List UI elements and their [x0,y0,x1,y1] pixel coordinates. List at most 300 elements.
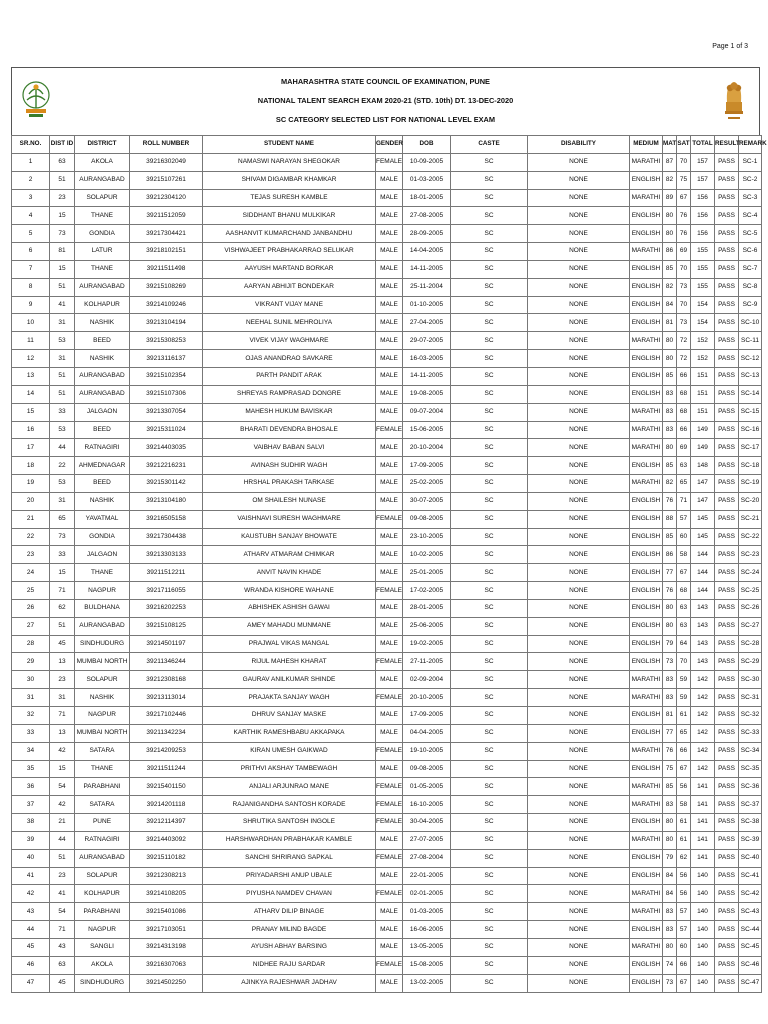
cell-mat: 76 [663,582,677,600]
cell-disability: NONE [528,814,630,832]
cell-disability: NONE [528,724,630,742]
cell-caste: SC [451,635,528,653]
cell-dob: 25-01-2005 [403,564,451,582]
cell-dob: 27-07-2005 [403,831,451,849]
cell-remark: SC-42 [739,885,762,903]
table-row [12,332,762,350]
cell-district: NASHIK [75,689,130,707]
cell-gender: FEMALE [376,796,403,814]
cell-sat: 60 [677,528,691,546]
cell-total: 141 [691,814,715,832]
cell-caste: SC [451,350,528,368]
cell-sr-no: 34 [12,742,50,760]
cell-dob: 04-04-2005 [403,724,451,742]
cell-gender: FEMALE [376,742,403,760]
cell-sat: 73 [677,278,691,296]
cell-caste: SC [451,778,528,796]
table-row [12,171,762,189]
cell-sr-no: 32 [12,707,50,725]
cell-remark: SC-17 [739,439,762,457]
cell-dist-id: 41 [50,296,75,314]
cell-medium: ENGLISH [630,492,663,510]
column-header-total: TOTAL [691,136,715,154]
table-row [12,617,762,635]
cell-sat: 63 [677,617,691,635]
cell-dob: 01-05-2005 [403,778,451,796]
cell-total: 142 [691,760,715,778]
table-row [12,421,762,439]
cell-student-name: AVINASH SUDHIR WAGH [203,457,376,475]
cell-roll-number: 39216505158 [130,510,203,528]
table-row [12,885,762,903]
cell-district: KOLHAPUR [75,296,130,314]
cell-dob: 19-10-2005 [403,742,451,760]
cell-roll-number: 39214108205 [130,885,203,903]
cell-total: 142 [691,707,715,725]
cell-remark: SC-23 [739,546,762,564]
cell-disability: NONE [528,332,630,350]
cell-student-name: ANVIT NAVIN KHADE [203,564,376,582]
cell-disability: NONE [528,314,630,332]
cell-disability: NONE [528,689,630,707]
cell-result: PASS [715,831,739,849]
table-row [12,956,762,974]
cell-district: RATNAGIRI [75,439,130,457]
table-row [12,225,762,243]
column-header-sr-no: SR.NO. [12,136,50,154]
cell-remark: SC-28 [739,635,762,653]
cell-student-name: KARTHIK RAMESHBABU AKKAPAKA [203,724,376,742]
cell-result: PASS [715,546,739,564]
cell-district: AURANGABAD [75,367,130,385]
cell-disability: NONE [528,403,630,421]
cell-caste: SC [451,831,528,849]
cell-result: PASS [715,814,739,832]
table-row [12,457,762,475]
cell-result: PASS [715,885,739,903]
cell-student-name: SHRUTIKA SANTOSH INGOLE [203,814,376,832]
cell-gender: MALE [376,278,403,296]
cell-student-name: NEEHAL SUNIL MEHROLIYA [203,314,376,332]
cell-result: PASS [715,974,739,992]
cell-sat: 76 [677,225,691,243]
cell-remark: SC-20 [739,492,762,510]
cell-mat: 81 [663,314,677,332]
cell-gender: MALE [376,332,403,350]
cell-result: PASS [715,207,739,225]
cell-sat: 59 [677,689,691,707]
cell-dob: 01-03-2005 [403,171,451,189]
cell-mat: 85 [663,528,677,546]
cell-district: NASHIK [75,350,130,368]
cell-disability: NONE [528,546,630,564]
cell-caste: SC [451,814,528,832]
cell-total: 156 [691,207,715,225]
cell-roll-number: 39212308168 [130,671,203,689]
cell-mat: 83 [663,403,677,421]
cell-disability: NONE [528,617,630,635]
cell-student-name: OJAS ANANDRAO SAVKARE [203,350,376,368]
cell-sr-no: 25 [12,582,50,600]
cell-district: LATUR [75,243,130,261]
cell-dist-id: 42 [50,742,75,760]
cell-district: AURANGABAD [75,617,130,635]
cell-district: PARABHANI [75,903,130,921]
cell-disability: NONE [528,475,630,493]
cell-sr-no: 16 [12,421,50,439]
cell-dob: 17-09-2005 [403,457,451,475]
cell-dob: 20-10-2005 [403,689,451,707]
table-row [12,903,762,921]
cell-mat: 84 [663,867,677,885]
cell-sat: 61 [677,707,691,725]
cell-sr-no: 33 [12,724,50,742]
cell-mat: 85 [663,778,677,796]
table-row [12,296,762,314]
cell-student-name: ATHARV DILIP BINAGE [203,903,376,921]
cell-dist-id: 43 [50,938,75,956]
cell-mat: 80 [663,938,677,956]
cell-student-name: NAMASWI NARAYAN SHEGOKAR [203,153,376,171]
table-row [12,796,762,814]
cell-dob: 30-07-2005 [403,492,451,510]
cell-roll-number: 39211511498 [130,260,203,278]
cell-student-name: VAIBHAV BABAN SALVI [203,439,376,457]
cell-dist-id: 53 [50,475,75,493]
cell-total: 144 [691,564,715,582]
table-row [12,938,762,956]
cell-total: 155 [691,260,715,278]
cell-total: 143 [691,635,715,653]
cell-sat: 76 [677,207,691,225]
cell-roll-number: 39212308213 [130,867,203,885]
cell-caste: SC [451,528,528,546]
cell-total: 148 [691,457,715,475]
cell-district: BEED [75,421,130,439]
cell-result: PASS [715,475,739,493]
cell-roll-number: 39212304120 [130,189,203,207]
cell-total: 145 [691,510,715,528]
cell-disability: NONE [528,243,630,261]
column-header-caste: CASTE [451,136,528,154]
cell-student-name: GAURAV ANILKUMAR SHINDE [203,671,376,689]
cell-student-name: ABHISHEK ASHISH GAWAI [203,599,376,617]
cell-medium: ENGLISH [630,528,663,546]
cell-dob: 25-02-2005 [403,475,451,493]
cell-total: 154 [691,314,715,332]
cell-mat: 86 [663,243,677,261]
cell-roll-number: 39215110182 [130,849,203,867]
cell-remark: SC-6 [739,243,762,261]
cell-remark: SC-41 [739,867,762,885]
cell-gender: MALE [376,528,403,546]
cell-total: 140 [691,903,715,921]
cell-result: PASS [715,582,739,600]
cell-mat: 79 [663,635,677,653]
page-number: Page 1 of 3 [712,43,748,50]
cell-medium: ENGLISH [630,707,663,725]
cell-disability: NONE [528,492,630,510]
cell-dist-id: 45 [50,635,75,653]
cell-total: 140 [691,921,715,939]
cell-dist-id: 51 [50,367,75,385]
cell-dist-id: 54 [50,903,75,921]
cell-roll-number: 39211511244 [130,760,203,778]
cell-gender: FEMALE [376,153,403,171]
cell-dob: 25-06-2005 [403,617,451,635]
council-title: MAHARASHTRA STATE COUNCIL OF EXAMINATION, PUNE [281,77,490,86]
cell-caste: SC [451,760,528,778]
cell-dist-id: 31 [50,314,75,332]
cell-sat: 57 [677,903,691,921]
cell-caste: SC [451,867,528,885]
cell-disability: NONE [528,189,630,207]
cell-roll-number: 39213104194 [130,314,203,332]
cell-sat: 69 [677,439,691,457]
cell-sr-no: 18 [12,457,50,475]
cell-mat: 83 [663,671,677,689]
cell-roll-number: 39215311024 [130,421,203,439]
cell-district: PARABHANI [75,778,130,796]
cell-gender: MALE [376,260,403,278]
cell-sat: 56 [677,885,691,903]
cell-sr-no: 15 [12,403,50,421]
cell-result: PASS [715,510,739,528]
cell-sat: 71 [677,492,691,510]
cell-medium: MARATHI [630,689,663,707]
column-header-dist-id: DIST ID [50,136,75,154]
table-row [12,350,762,368]
cell-caste: SC [451,457,528,475]
cell-dist-id: 13 [50,653,75,671]
cell-sat: 65 [677,475,691,493]
cell-sr-no: 45 [12,938,50,956]
cell-sat: 73 [677,314,691,332]
table-row [12,831,762,849]
cell-sr-no: 4 [12,207,50,225]
cell-student-name: AYUSH ABHAY BARSING [203,938,376,956]
cell-remark: SC-16 [739,421,762,439]
cell-medium: ENGLISH [630,207,663,225]
cell-caste: SC [451,599,528,617]
cell-total: 149 [691,439,715,457]
cell-sat: 72 [677,332,691,350]
table-row [12,260,762,278]
cell-caste: SC [451,385,528,403]
cell-remark: SC-8 [739,278,762,296]
cell-result: PASS [715,332,739,350]
cell-result: PASS [715,492,739,510]
cell-dob: 17-09-2005 [403,707,451,725]
cell-medium: MARATHI [630,796,663,814]
cell-remark: SC-35 [739,760,762,778]
cell-result: PASS [715,278,739,296]
cell-disability: NONE [528,385,630,403]
cell-remark: SC-33 [739,724,762,742]
cell-mat: 80 [663,332,677,350]
cell-sat: 68 [677,403,691,421]
cell-gender: MALE [376,207,403,225]
cell-result: PASS [715,599,739,617]
cell-mat: 75 [663,760,677,778]
cell-roll-number: 39216307063 [130,956,203,974]
cell-mat: 80 [663,225,677,243]
cell-medium: ENGLISH [630,457,663,475]
cell-medium: ENGLISH [630,546,663,564]
cell-remark: SC-32 [739,707,762,725]
cell-caste: SC [451,243,528,261]
cell-gender: MALE [376,867,403,885]
cell-sr-no: 12 [12,350,50,368]
table-row [12,778,762,796]
column-header-gender: GENDER [376,136,403,154]
cell-caste: SC [451,671,528,689]
cell-dob: 02-09-2004 [403,671,451,689]
cell-sr-no: 6 [12,243,50,261]
cell-mat: 88 [663,510,677,528]
cell-student-name: AMEY MAHADU MUNMANE [203,617,376,635]
cell-dist-id: 15 [50,207,75,225]
cell-remark: SC-47 [739,974,762,992]
cell-gender: MALE [376,724,403,742]
cell-total: 143 [691,653,715,671]
cell-sr-no: 26 [12,599,50,617]
cell-roll-number: 39211512211 [130,564,203,582]
cell-dist-id: 31 [50,350,75,368]
cell-student-name: ANJALI ARJUNRAO MANE [203,778,376,796]
cell-disability: NONE [528,260,630,278]
table-row [12,582,762,600]
cell-sat: 64 [677,635,691,653]
cell-remark: SC-31 [739,689,762,707]
cell-disability: NONE [528,671,630,689]
cell-sat: 70 [677,296,691,314]
table-row [12,546,762,564]
cell-dist-id: 54 [50,778,75,796]
cell-remark: SC-38 [739,814,762,832]
cell-mat: 80 [663,831,677,849]
cell-district: GONDIA [75,225,130,243]
cell-dob: 16-03-2005 [403,350,451,368]
cell-student-name: DHRUV SANJAY MASKE [203,707,376,725]
cell-medium: MARATHI [630,778,663,796]
cell-disability: NONE [528,921,630,939]
cell-dist-id: 23 [50,867,75,885]
cell-result: PASS [715,617,739,635]
cell-gender: MALE [376,760,403,778]
cell-medium: MARATHI [630,332,663,350]
cell-disability: NONE [528,421,630,439]
cell-sat: 59 [677,671,691,689]
cell-total: 140 [691,867,715,885]
cell-student-name: MAHESH HUKUM BAVISKAR [203,403,376,421]
cell-student-name: RAJANIGANDHA SANTOSH KORADE [203,796,376,814]
cell-sat: 69 [677,243,691,261]
cell-result: PASS [715,421,739,439]
cell-mat: 83 [663,421,677,439]
cell-dist-id: 71 [50,707,75,725]
cell-medium: ENGLISH [630,350,663,368]
cell-disability: NONE [528,867,630,885]
table-row [12,707,762,725]
cell-district: PUNE [75,814,130,832]
cell-district: NASHIK [75,314,130,332]
cell-district: AURANGABAD [75,171,130,189]
cell-dist-id: 71 [50,582,75,600]
cell-sr-no: 9 [12,296,50,314]
cell-roll-number: 39214109246 [130,296,203,314]
cell-caste: SC [451,278,528,296]
cell-result: PASS [715,653,739,671]
cell-mat: 80 [663,617,677,635]
cell-total: 147 [691,492,715,510]
table-row [12,153,762,171]
cell-dist-id: 15 [50,760,75,778]
cell-mat: 73 [663,653,677,671]
cell-total: 141 [691,778,715,796]
cell-result: PASS [715,867,739,885]
cell-gender: FEMALE [376,582,403,600]
cell-mat: 80 [663,439,677,457]
cell-sr-no: 14 [12,385,50,403]
cell-disability: NONE [528,599,630,617]
cell-student-name: HRSHAL PRAKASH TARKASE [203,475,376,493]
cell-disability: NONE [528,760,630,778]
cell-remark: SC-4 [739,207,762,225]
cell-dob: 01-03-2005 [403,903,451,921]
cell-medium: MARATHI [630,831,663,849]
cell-sat: 67 [677,189,691,207]
cell-sat: 58 [677,546,691,564]
cell-student-name: PRITHVI AKSHAY TAMBEWAGH [203,760,376,778]
cell-sr-no: 8 [12,278,50,296]
cell-result: PASS [715,153,739,171]
cell-dob: 27-08-2005 [403,207,451,225]
cell-district: SOLAPUR [75,189,130,207]
cell-mat: 80 [663,814,677,832]
cell-gender: MALE [376,243,403,261]
cell-sr-no: 28 [12,635,50,653]
cell-dist-id: 62 [50,599,75,617]
cell-mat: 89 [663,189,677,207]
cell-gender: MALE [376,403,403,421]
table-row [12,278,762,296]
cell-dist-id: 51 [50,278,75,296]
cell-result: PASS [715,760,739,778]
cell-roll-number: 39215301142 [130,475,203,493]
cell-district: AURANGABAD [75,278,130,296]
cell-medium: ENGLISH [630,921,663,939]
cell-mat: 73 [663,974,677,992]
cell-sr-no: 46 [12,956,50,974]
column-header-medium: MEDIUM [630,136,663,154]
exam-title: NATIONAL TALENT SEARCH EXAM 2020-21 (STD. 10th) DT. 13-DEC-2020 [257,96,514,105]
ashoka-emblem-icon [717,76,751,124]
cell-sat: 62 [677,849,691,867]
cell-roll-number: 39215108125 [130,617,203,635]
cell-sat: 56 [677,867,691,885]
cell-student-name: PRAJWAL VIKAS MANGAL [203,635,376,653]
cell-dob: 27-04-2005 [403,314,451,332]
cell-sr-no: 19 [12,475,50,493]
cell-dob: 13-02-2005 [403,974,451,992]
cell-sat: 58 [677,796,691,814]
cell-sat: 66 [677,956,691,974]
cell-total: 140 [691,974,715,992]
table-row [12,671,762,689]
cell-medium: MARATHI [630,671,663,689]
selection-table [11,135,767,993]
